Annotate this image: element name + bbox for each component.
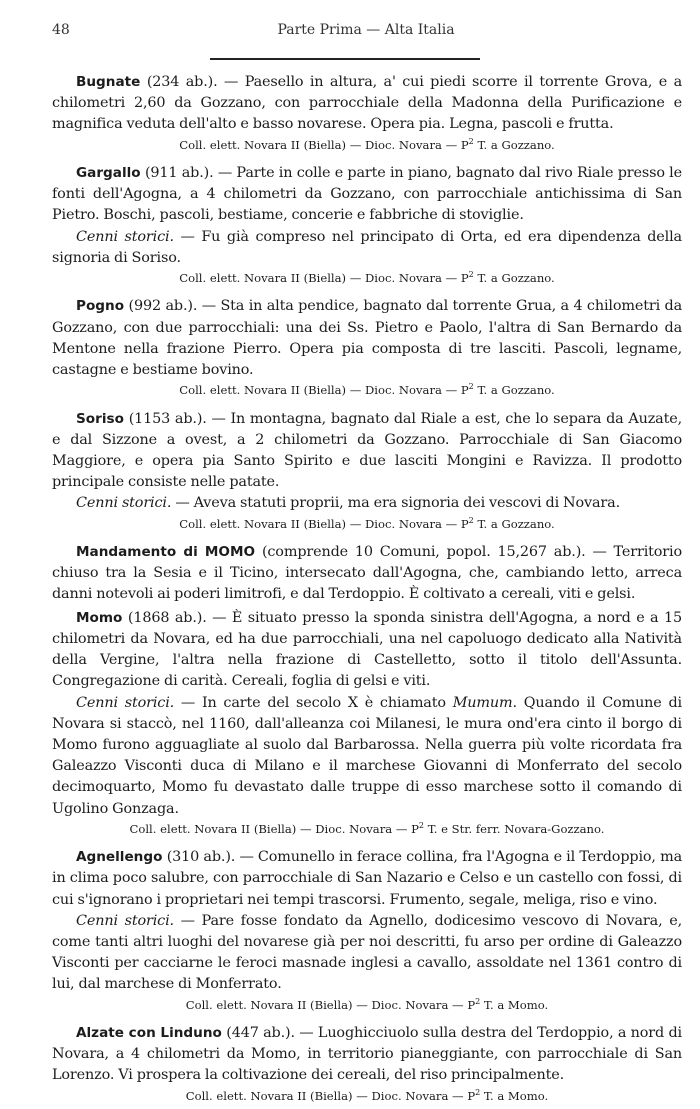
entry-paragraph <box>52 296 682 381</box>
historical-notes-label: Cenni storici. <box>76 495 172 512</box>
entry-gargallo <box>52 163 682 287</box>
electoral-note: Coll. elett. Novara II (Biella) — Dioc. Novara — $P^2$ T. a Gozzano. <box>179 136 555 152</box>
entry-name: Agnellengo <box>76 849 163 866</box>
historical-notes: Cenni storici. — Pare fosse fondato da Agnello, dodicesimo vescovo di Novara, e, come tanti altri luoghi del novarese già per noi descritti, fu arso per ordine di Galeazzo Visconti per cacciarne le feroci masnade inglesi a cavallo, assoldate nel 1361 contro di lui, dal marchese di Monferrato. <box>52 912 682 993</box>
historical-notes: Cenni storici. — Aveva statuti proprii, ma era signoria dei vescovi di Novara. <box>76 495 621 512</box>
entry-paragraph <box>52 847 682 911</box>
entry-body: (comprende 10 Comuni, popol. 15,267 ab.). — Territorio chiuso tra la Sesia e il Ticino, intersecato dall'Agogna, che, cambiando letto, arreca danni notevoli ai poderi limitrofi, e dal Terdoppio. È coltivato a cereali, viti e gelsi. <box>52 544 682 603</box>
entry-paragraph <box>52 542 682 606</box>
entry-name: Soriso <box>76 410 124 427</box>
gazetteer-text <box>52 62 682 1105</box>
historical-notes: Cenni storici. — Fu già compreso nel principato di Orta, ed era dipendenza della signoria di Soriso. <box>52 228 682 266</box>
historical-notes: Cenni storici. — In carte del secolo X è chiamato Mumum. Quando il Comune di Novara si staccò, nel 1160, dall'alleanza coi Milanesi, le mura ond'era cinto il borgo di Momo furono agguagliate al suolo dal Barbarossa. Nella guerra più volte ricordata fra Galeazzo Visconti duca di Milano e il marchese Giovanni di Monferrato del secolo decimoquarto, Momo fu devastato dalle truppe di esso marchese sotto il comando di Ugolino Gonzaga. <box>52 694 682 817</box>
entry-agnellengo <box>52 847 682 1014</box>
entry-soriso <box>52 409 682 533</box>
entry-body: (234 ab.). — Paesello in altura, a' cui piedi scorre il torrente Grova, e a chilometri 2,60 da Gozzano, con parrocchiale della Madonna della Purificazione e magnifica veduta dell'alto e basso novarese. Opera pia. Legna, pascoli e frutta. <box>52 74 682 133</box>
electoral-note: Coll. elett. Novara II (Biella) — Dioc. Novara — $P^2$ T. a Gozzano. <box>179 515 555 531</box>
electoral-note: Coll. elett. Novara II (Biella) — Dioc. Novara — $P^2$ T. e Str. ferr. Novara-Gozzano. <box>129 820 605 836</box>
entry-body: (310 ab.). — Comunello in ferace collina, fra l'Agogna e il Terdoppio, ma in clima poco salubre, con parrocchiale di San Nazario e Celso e un castello con fossi, di cui s'ignorano i proprietari nei tempi trascorsi. Frumento, segale, meliga, riso e vino. <box>52 849 683 908</box>
electoral-note: Coll. elett. Novara II (Biella) — Dioc. Novara — $P^2$ T. a Momo. <box>185 996 549 1012</box>
electoral-note: Coll. elett. Novara II (Biella) — Dioc. Novara — $P^2$ T. a Gozzano. <box>179 382 555 398</box>
running-header <box>52 22 680 42</box>
entry-paragraph <box>52 72 682 136</box>
header-rule <box>210 58 480 60</box>
entry-body: (911 ab.). — Parte in colle e parte in piano, bagnato dal rivo Riale presso le fonti dell'Agogna, a 4 chilometri da Gozzano, con parrocchiale antichissima di San Pietro. Boschi, pascoli, bestiame, concerie e fabbriche di stoviglie. <box>52 165 682 224</box>
entry-alzate <box>52 1023 682 1105</box>
entry-body: (1868 ab.). — È situato presso la sponda sinistra dell'Agogna, a nord e a 15 chilometri da Novara, ed ha due parrocchiali, una nel capoluogo dedicato alla Natività della Vergine, l'altra nella frazione di Castelletto, sotto il titolo dell'Assunta. Congregazione di carità. Cereali, foglia di gelsi e viti. <box>52 609 682 690</box>
entry-paragraph <box>52 1023 682 1087</box>
entry-body: (1153 ab.). — In montagna, bagnato dal Riale a est, che lo separa da Auzate, e dal Sizzone a ovest, a 2 chilometri da Gozzano. Parrocchiale di San Giacomo Maggiore, e opera pia Santo Spirito e due lasciti Mongini e Ravizza. Il prodotto principale consiste nelle patate. <box>52 410 682 491</box>
entry-name: Gargallo <box>76 165 141 182</box>
entry-pogno <box>52 296 682 399</box>
entry-name: Momo <box>76 609 123 626</box>
entry-body: (447 ab.). — Luoghicciuolo sulla destra del Terdoppio, a nord di Novara, a 4 chilometri da Momo, in territorio pianeggiante, con parrocchiale di San Lorenzo. Vi prospera la coltivazione dei cereali, del riso principalmente. <box>52 1024 682 1084</box>
historical-notes-label: Cenni storici. <box>76 228 174 245</box>
entry-body: (992 ab.). — Sta in alta pendice, bagnato dal torrente Grua, a 4 chilometri da Gozzano, con due parrocchiali: una dei Ss. Pietro e Paolo, l'altra di San Bernardo da Mentone nella frazione Pierro. Opera pia composta di tre lasciti. Pascoli, legname, castagne e bestiame bovino. <box>52 298 682 379</box>
running-title: Parte Prima — Alta Italia <box>277 22 455 38</box>
electoral-note: Coll. elett. Novara II (Biella) — Dioc. Novara — $P^2$ T. a Momo. <box>185 1087 549 1103</box>
entry-paragraph <box>52 608 682 693</box>
entry-momo <box>52 608 682 838</box>
historical-notes-label: Cenni storici. <box>76 694 175 711</box>
page-number: 48 <box>52 22 70 38</box>
entry-mandamento-momo <box>52 542 682 606</box>
entry-name: Pogno <box>76 298 125 315</box>
entry-paragraph <box>52 163 682 227</box>
entry-paragraph <box>52 409 682 494</box>
entry-name: Bugnate <box>76 74 141 90</box>
entry-name: Mandamento di MOMO <box>76 544 256 561</box>
entry-name: Alzate con Linduno <box>76 1024 222 1041</box>
entry-bugnate <box>52 72 682 154</box>
historical-notes-label: Cenni storici. <box>76 912 174 929</box>
electoral-note: Coll. elett. Novara II (Biella) — Dioc. Novara — $P^2$ T. a Gozzano. <box>179 270 555 286</box>
